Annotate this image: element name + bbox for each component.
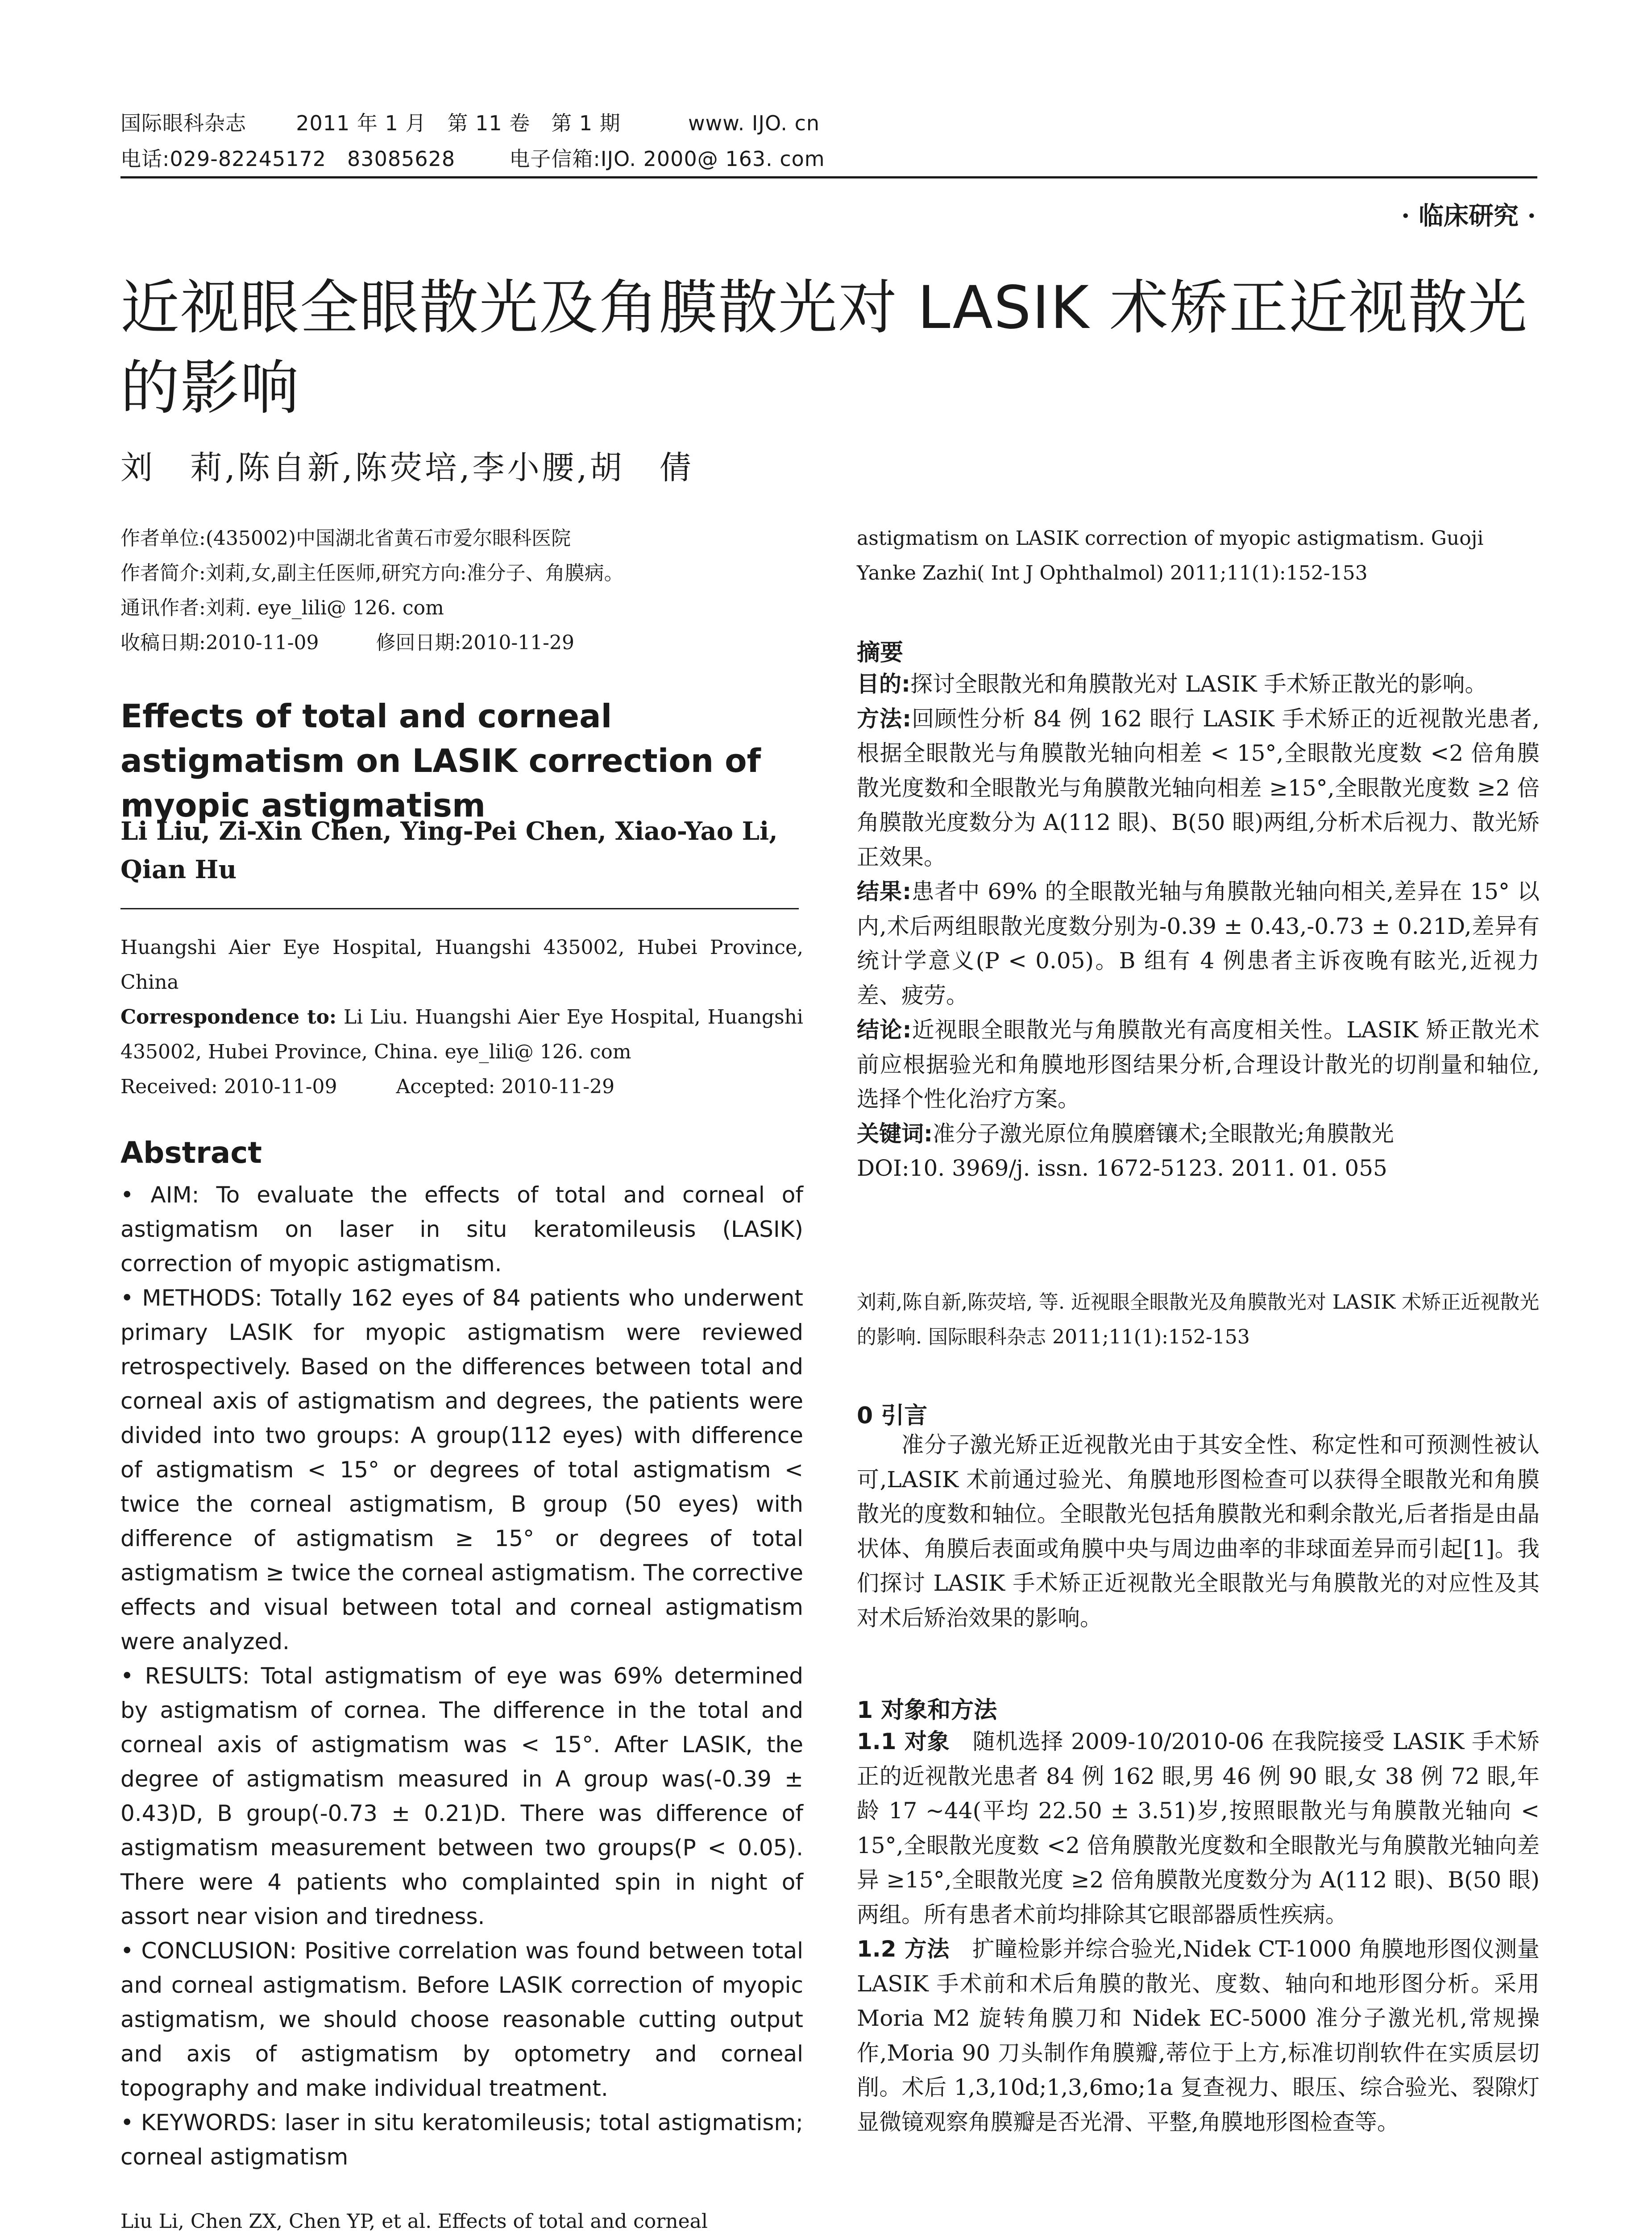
keywords-cn-label: 关键词: — [857, 1120, 933, 1147]
aim-text: To evaluate the effects of total and corneal of astigmatism on laser in situ keratomileusis (LASIK) correction of myopic astigmatism. — [120, 1182, 804, 1277]
abstract-cn-heading: 摘要 — [857, 639, 904, 666]
aim-label: • AIM: — [120, 1182, 199, 1208]
issue-info: 2011 年 1 月 第 11 卷 第 1 期 — [296, 111, 621, 135]
abstract-body — [120, 1178, 803, 2174]
journal-header — [120, 107, 820, 137]
section-label: · 临床研究 · — [1401, 201, 1536, 231]
sub2-label: 1.2 方法 — [857, 1936, 950, 1962]
abstract-cn-aim — [857, 667, 1540, 702]
methods-body — [857, 1725, 1540, 2140]
author-info — [120, 521, 803, 660]
results-label: • RESULTS: — [120, 1663, 250, 1689]
methods-heading: 1 对象和方法 — [857, 1697, 997, 1724]
intro-heading: 0 引言 — [857, 1402, 928, 1429]
affiliation-en: Huangshi Aier Eye Hospital, Huangshi 435002, Hubei Province, China — [120, 936, 803, 994]
aim-cn-label: 目的: — [857, 671, 910, 697]
conclusion-label: • CONCLUSION: — [120, 1938, 297, 1964]
results-cn-label: 结果: — [857, 879, 912, 904]
received-date: 收稿日期:2010-11-09 — [120, 631, 319, 654]
doi[interactable]: DOI:10. 3969/j. issn. 1672-5123. 2011. 01. 055 — [857, 1155, 1387, 1181]
page-title: 近视眼全眼散光及角膜散光对 LASIK 术矫正近视散光的影响 — [120, 274, 1528, 423]
abstract-keywords — [120, 2106, 803, 2174]
methods-cn-text: 回顾性分析 84 例 162 眼行 LASIK 手术矫正的近视散光患者,根据全眼散光与角膜散光轴向相差 < 15°,全眼散光度数 <2 倍角膜散光度数和全眼散光与角膜散光轴向相差 ≥15°,全眼散光度数 ≥2 倍角膜散光度数分为 A(112 眼)、B(50 眼)两组,分析术后视力、散光矫正效果。 — [857, 705, 1540, 870]
methods-cn-label: 方法: — [857, 705, 912, 732]
abstract-methods — [120, 1281, 803, 1659]
affiliation-block — [120, 930, 803, 1104]
conclusion-cn-text: 近视眼全眼散光与角膜散光有高度相关性。LASIK 矫正散光术前应根据验光和角膜地形图结果分析,合理设计散光的切削量和轴位,选择个性化治疗方案。 — [857, 1017, 1540, 1112]
keywords-text: laser in situ keratomileusis; total astigmatism; corneal astigmatism — [120, 2110, 803, 2170]
intro-body — [857, 1428, 1540, 1635]
author-correspondence: 通讯作者:刘莉. eye_lili@ 126. com — [120, 597, 444, 619]
methods-label: • METHODS: — [120, 1285, 262, 1311]
journal-website[interactable]: www. IJO. cn — [688, 111, 820, 135]
affiliation-rule — [120, 908, 799, 909]
results-cn-text: 患者中 69% 的全眼散光轴与角膜散光轴向相关,差异在 15° 以内,术后两组眼散光度数分别为-0.39 ± 0.43,-0.73 ± 0.21D,差异有统计学意义(P < 0.05)。B 组有 4 例患者主诉夜晚有眩光,近视力差、疲劳。 — [857, 879, 1540, 1008]
sub1-text: 随机选择 2009-10/2010-06 在我院接受 LASIK 手术矫正的近视散光患者 84 例 162 眼,男 46 例 90 眼,女 38 例 72 眼,年龄 17 ~44(平均 22.50 ± 3.51)岁,按照眼散光与角膜散光轴向 < 15°,全眼散光度数 <2 倍角膜散光度数和全眼散光与角膜散光轴向差异 ≥15°,全眼散光度 ≥2 倍角膜散光度数分为 A(112 眼)、B(50 眼)两组。所有患者术前均排除其它眼部器质性疾病。 — [857, 1729, 1540, 1928]
correspondence-en[interactable]: Li Liu. Huangshi Aier Eye Hospital, Huangshi 435002, Hubei Province, China. eye_lili@ 126. com — [120, 1006, 803, 1063]
conclusion-cn-label: 结论: — [857, 1017, 912, 1043]
abstract-conclusion — [120, 1934, 803, 2106]
header-rule — [120, 176, 1537, 178]
conclusion-text: Positive correlation was found between total and corneal astigmatism. Before LASIK correction of myopic astigmatism, we should choose reasonable cutting output and axis of astigmatism by optometry and corneal topography and make individual treatment. — [120, 1938, 803, 2101]
citation-cn: 刘莉,陈自新,陈荧培, 等. 近视眼全眼散光及角膜散光对 LASIK 术矫正近视散光的影响. 国际眼科杂志 2011;11(1):152-153 — [857, 1291, 1540, 1348]
phone-info: 电话:029-82245172 83085628 — [120, 147, 456, 171]
citation-en-left: Liu Li, Chen ZX, Chen YP, et al. Effects of total and corneal — [120, 2210, 708, 2231]
abstract-aim — [120, 1178, 803, 1281]
author-bio: 作者简介:刘莉,女,副主任医师,研究方向:准分子、角膜病。 — [120, 562, 624, 585]
keywords-cn-text: 准分子激光原位角膜磨镶术;全眼散光;角膜散光 — [933, 1120, 1394, 1147]
authors-cn: 刘 莉,陈自新,陈荧培,李小腰,胡 倩 — [120, 449, 694, 486]
methods-sub1 — [857, 1725, 1540, 1932]
abstract-cn-body — [857, 667, 1540, 1186]
methods-text: Totally 162 eyes of 84 patients who underwent primary LASIK for myopic astigmatism were reviewed retrospectively. Based on the differences between total and corneal axis of astigmatism and degrees, the patients were divided into two groups: A group(112 eyes) with difference of astigmatism < 15° or degrees of total astigmatism < twice the corneal astigmatism, B group (50 eyes) with difference of astigmatism ≥ 15° or degrees of total astigmatism ≥ twice the corneal astigmatism. The corrective effects and visual between total and corneal astigmatism were analyzed. — [120, 1285, 803, 1655]
abstract-cn-conclusion — [857, 1013, 1540, 1117]
abstract-cn-keywords — [857, 1117, 1540, 1152]
revised-date: 修回日期:2010-11-29 — [376, 631, 575, 654]
abstract-cn-methods — [857, 702, 1540, 875]
email-info[interactable]: 电子信箱:IJO. 2000@ 163. com — [509, 147, 825, 171]
intro-text: 准分子激光矫正近视散光由于其安全性、称定性和可预测性被认可,LASIK 术前通过验光、角膜地形图检查可以获得全眼散光和角膜散光的度数和轴位。全眼散光包括角膜散光和剩余散光,后者指是由晶状体、角膜后表面或角膜中央与周边曲率的非球面差异而引起[1]。我们探讨 LASIK 手术矫正近视散光全眼散光与角膜散光的对应性及其对术后矫治效果的影响。 — [857, 1432, 1540, 1631]
citation-en-right: astigmatism on LASIK correction of myopic astigmatism. Guoji Yanke Zazhi( Int J Ophthalmol) 2011;11(1):152-153 — [857, 527, 1484, 585]
methods-sub2 — [857, 1932, 1540, 2140]
sub1-label: 1.1 对象 — [857, 1729, 950, 1754]
abstract-results — [120, 1659, 803, 1934]
dates-line — [120, 626, 803, 660]
author-unit: 作者单位:(435002)中国湖北省黄石市爱尔眼科医院 — [120, 527, 571, 550]
abstract-cn-results — [857, 875, 1540, 1013]
sub2-text: 扩瞳检影并综合验光,Nidek CT-1000 角膜地形图仪测量 LASIK 手术前和术后角膜的散光、度数、轴向和地形图分析。采用 Moria M2 旋转角膜刀和 Nidek EC-5000 准分子激光机,常规操作,Moria 90 刀头制作角膜瓣,蒂位于上方,标准切削软件在实质层切削。术后 1,3,10d;1,3,6mo;1a 复查视力、眼压、综合验光、裂隙灯显微镜观察角膜瓣是否光滑、平整,角膜地形图检查等。 — [857, 1936, 1540, 2135]
english-authors: Li Liu, Zi-Xin Chen, Ying-Pei Chen, Xiao-Yao Li, Qian Hu — [120, 817, 778, 884]
correspondence-label: Correspondence to: — [120, 1006, 337, 1028]
contact-line — [120, 143, 825, 172]
english-title: Effects of total and corneal astigmatism on LASIK correction of myopic astigmatism — [120, 697, 761, 824]
aim-cn-text: 探讨全眼散光和角膜散光对 LASIK 手术矫正散光的影响。 — [910, 671, 1487, 697]
results-text: Total astigmatism of eye was 69% determined by astigmatism of cornea. The difference in the total and corneal axis of astigmatism was < 15°. After LASIK, the degree of astigmatism measured in A group was(-0.39 ± 0.43)D, B group(-0.73 ± 0.21)D. There was difference of astigmatism measurement between two groups(P < 0.05). There were 4 patients who complainted spin in night of assort near vision and tiredness. — [120, 1663, 803, 1929]
abstract-heading: Abstract — [120, 1136, 262, 1170]
journal-name: 国际眼科杂志 — [120, 111, 246, 135]
received-en: Received: 2010-11-09 Accepted: 2010-11-29 — [120, 1075, 615, 1098]
correspondence-en-line — [120, 1000, 803, 1070]
keywords-label: • KEYWORDS: — [120, 2110, 278, 2136]
